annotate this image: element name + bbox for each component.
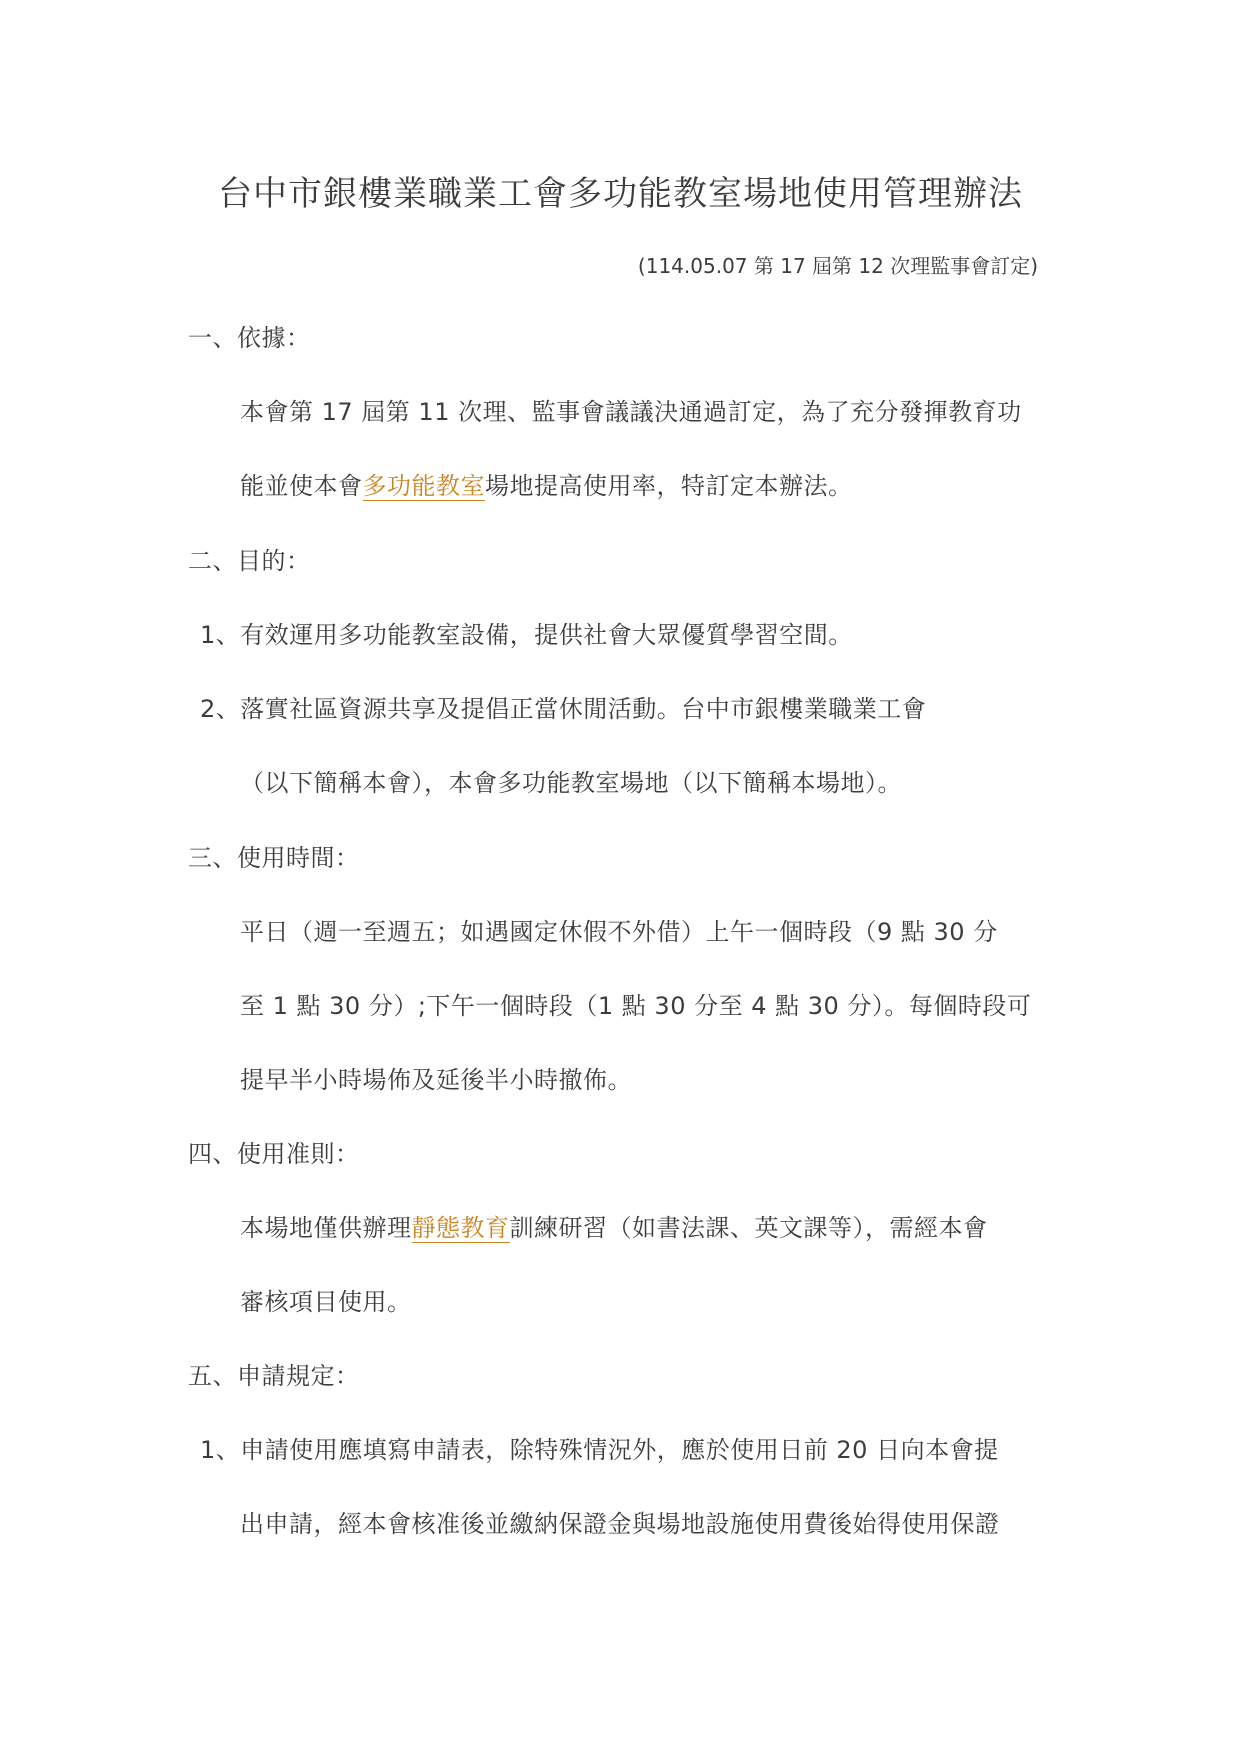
section-4-text-line-1 [240, 1208, 988, 1243]
section-4-text-line-2: 審核項目使用。 [240, 1288, 412, 1316]
document-subtitle: (114.05.07 第 17 屆第 12 次理監事會訂定) [637, 254, 1038, 278]
section-4-text-line-1-post: 訓練研習（如書法課、英文課等），需經本會 [509, 1214, 988, 1242]
section-1-text-line-1: 本會第 17 屆第 11 次理、監事會議議決通過訂定，為了充分發揮教育功 [240, 398, 1022, 426]
static-education-link[interactable]: 靜態教育 [411, 1214, 510, 1242]
section-4-heading: 四、使用准則： [188, 1140, 360, 1168]
section-2-item-2-line-1: 2、落實社區資源共享及提倡正當休閒活動。台中市銀樓業職業工會 [200, 695, 927, 723]
section-4-text-line-1-pre: 本場地僅供辦理 [240, 1214, 412, 1242]
section-1-text-line-2 [240, 466, 853, 501]
section-3-text-line-1: 平日（週一至週五；如遇國定休假不外借）上午一個時段（9 點 30 分 [240, 918, 998, 946]
section-5-heading: 五、申請規定： [188, 1362, 360, 1390]
document-title: 台中市銀樓業職業工會多功能教室場地使用管理辦法 [218, 174, 1023, 214]
section-3-heading: 三、使用時間： [188, 844, 360, 872]
section-3-text-line-3: 提早半小時場佈及延後半小時撤佈。 [240, 1066, 632, 1094]
section-5-item-1-line-2: 出申請，經本會核准後並繳納保證金與場地設施使用費後始得使用保證 [240, 1510, 1000, 1538]
section-2-item-2-line-2: （以下簡稱本會），本會多功能教室場地（以下簡稱本場地）。 [240, 769, 902, 797]
section-2-heading: 二、目的： [188, 547, 311, 575]
multipurpose-classroom-link[interactable]: 多功能教室 [362, 472, 485, 500]
section-2-item-1: 1、有效運用多功能教室設備，提供社會大眾優質學習空間。 [200, 621, 853, 649]
section-3-text-line-2: 至 1 點 30 分）;下午一個時段（1 點 30 分至 4 點 30 分）。每個時段可 [240, 992, 1032, 1020]
section-5-item-1-line-1: 1、申請使用應填寫申請表，除特殊情況外，應於使用日前 20 日向本會提 [200, 1436, 999, 1464]
section-1-text-line-2-post: 場地提高使用率，特訂定本辦法。 [485, 472, 853, 500]
section-1-text-line-2-pre: 能並使本會 [240, 472, 363, 500]
section-1-heading: 一、依據： [188, 324, 311, 352]
